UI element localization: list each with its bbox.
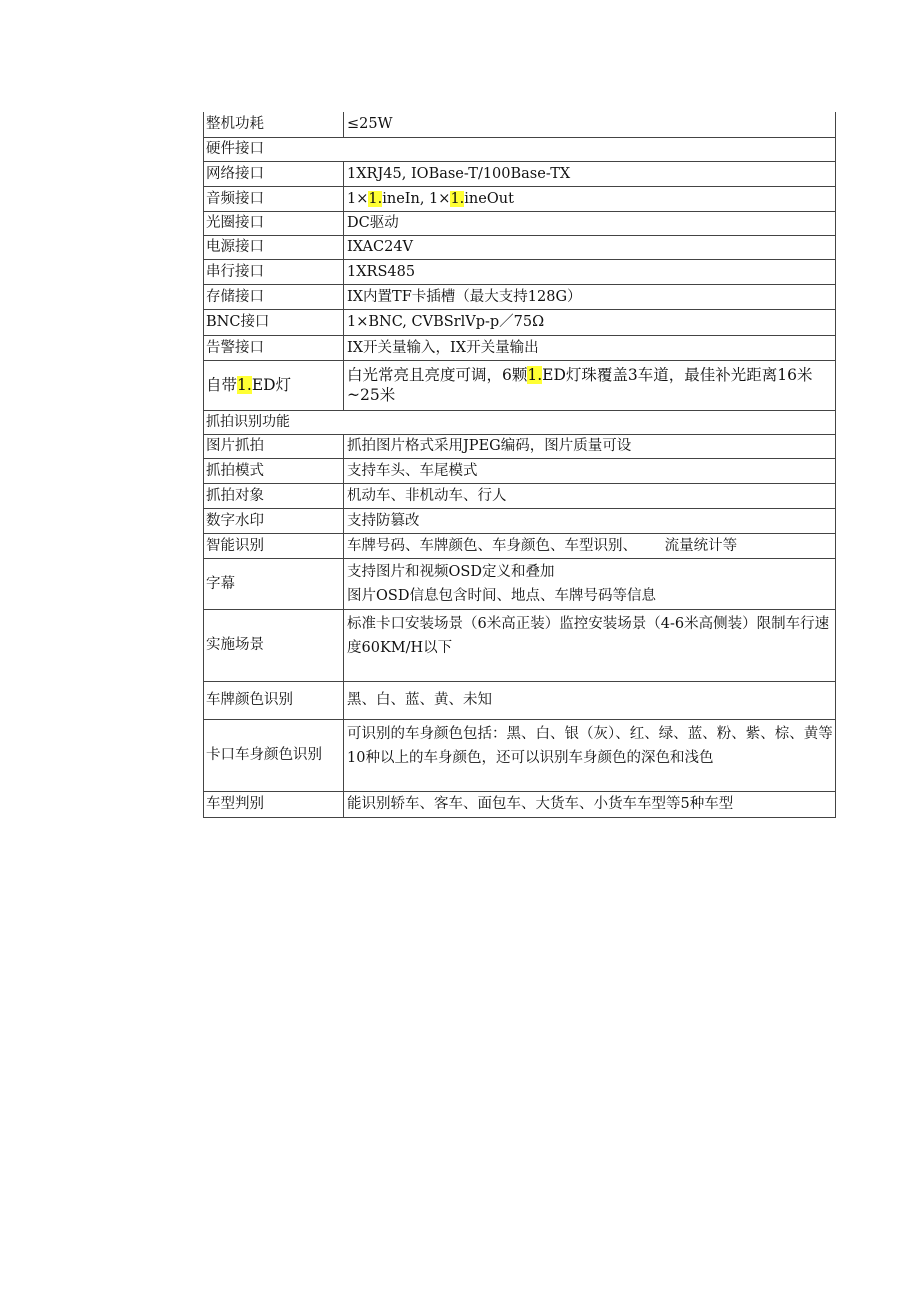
table-row: [204, 284, 836, 309]
label-part: ED灯: [251, 376, 292, 394]
table-row: [204, 609, 836, 681]
value-line: 图片OSD信息包含时间、地点、车牌号码等信息: [347, 587, 656, 604]
row-label: 实施场景: [204, 609, 344, 681]
section-header-row: [204, 410, 836, 434]
row-label: 车型判别: [204, 791, 344, 817]
table-row: [204, 211, 836, 235]
value-part: 1×: [347, 190, 369, 207]
row-value: 黑、白、蓝、黄、未知: [344, 681, 836, 719]
row-label: 电源接口: [204, 235, 344, 259]
row-label: 抓拍对象: [204, 483, 344, 508]
highlighted-text: 1.: [368, 190, 383, 207]
row-value: IX开关量输入，IX开关量输出: [344, 335, 836, 360]
row-value: [344, 360, 836, 410]
section-title: 硬件接口: [204, 137, 836, 161]
row-label: 智能识别: [204, 533, 344, 558]
row-label: 整机功耗: [204, 112, 344, 137]
table-row: [204, 508, 836, 533]
row-value: 能识别轿车、客车、面包车、大货车、小货车车型等5种车型: [344, 791, 836, 817]
row-value: 车牌号码、车牌颜色、车身颜色、车型识别、 流量统计等: [344, 533, 836, 558]
table-row: [204, 235, 836, 259]
row-value: [344, 558, 836, 609]
table-row: [204, 309, 836, 335]
table-row: [204, 558, 836, 609]
spec-table: [203, 112, 836, 818]
row-label: 车牌颜色识别: [204, 681, 344, 719]
row-value: 1XRS485: [344, 259, 836, 284]
table-row: [204, 335, 836, 360]
row-value: 1×BNC, CVBSrlVp-p／75Ω: [344, 309, 836, 335]
row-value: 标准卡口安装场景（6米高正装）监控安装场景（4-6米高侧装）限制车行速度60KM/H以下: [344, 609, 836, 681]
table-row: [204, 161, 836, 186]
row-label: 串行接口: [204, 259, 344, 284]
table-row: [204, 458, 836, 483]
row-value: 机动车、非机动车、行人: [344, 483, 836, 508]
row-label: [204, 360, 344, 410]
highlighted-text: 1.: [237, 376, 252, 394]
highlighted-text: 1.: [527, 366, 543, 384]
row-label: 告警接口: [204, 335, 344, 360]
row-label: 数字水印: [204, 508, 344, 533]
value-part: 白光常亮且亮度可调，6颗: [347, 366, 528, 384]
row-label: 存储接口: [204, 284, 344, 309]
row-value: 支持车头、车尾模式: [344, 458, 836, 483]
row-label: BNC接口: [204, 309, 344, 335]
row-value: 抓拍图片格式采用JPEG编码，图片质量可设: [344, 434, 836, 458]
row-label: 卡口车身颜色识别: [204, 719, 344, 791]
label-part: 自带: [206, 376, 238, 394]
section-title: 抓拍识别功能: [204, 410, 836, 434]
value-part: ED灯珠覆盖3车道，最佳补光距离16米~25米: [347, 366, 813, 404]
row-label: 光圈接口: [204, 211, 344, 235]
row-value: ≤25W: [344, 112, 836, 137]
table-row: [204, 791, 836, 817]
highlighted-text: 1.: [450, 190, 465, 207]
row-label: 图片抓拍: [204, 434, 344, 458]
row-value: IX内置TF卡插槽（最大支持128G）: [344, 284, 836, 309]
section-header-row: [204, 137, 836, 161]
row-value: 可识别的车身颜色包括：黑、白、银（灰）、红、绿、蓝、粉、紫、棕、黄等10种以上的车身颜色，还可以识别车身颜色的深色和浅色: [344, 719, 836, 791]
row-value: 支持防篡改: [344, 508, 836, 533]
row-value: 1XRJ45, IOBase-T/100Base-TX: [344, 161, 836, 186]
value-part: ineIn, 1×: [382, 190, 451, 207]
table-row: [204, 186, 836, 211]
value-line: 支持图片和视频OSD定义和叠加: [347, 563, 555, 580]
table-row: [204, 719, 836, 791]
table-row: [204, 681, 836, 719]
row-label: 网络接口: [204, 161, 344, 186]
row-label: 音频接口: [204, 186, 344, 211]
table-row: [204, 259, 836, 284]
table-row: [204, 533, 836, 558]
table-row: [204, 360, 836, 410]
row-value: DC驱动: [344, 211, 836, 235]
table-row: [204, 483, 836, 508]
row-value: [344, 186, 836, 211]
table-row: [204, 112, 836, 137]
row-label: 字幕: [204, 558, 344, 609]
table-row: [204, 434, 836, 458]
row-value: IXAC24V: [344, 235, 836, 259]
value-part: ineOut: [464, 190, 514, 207]
row-label: 抓拍模式: [204, 458, 344, 483]
